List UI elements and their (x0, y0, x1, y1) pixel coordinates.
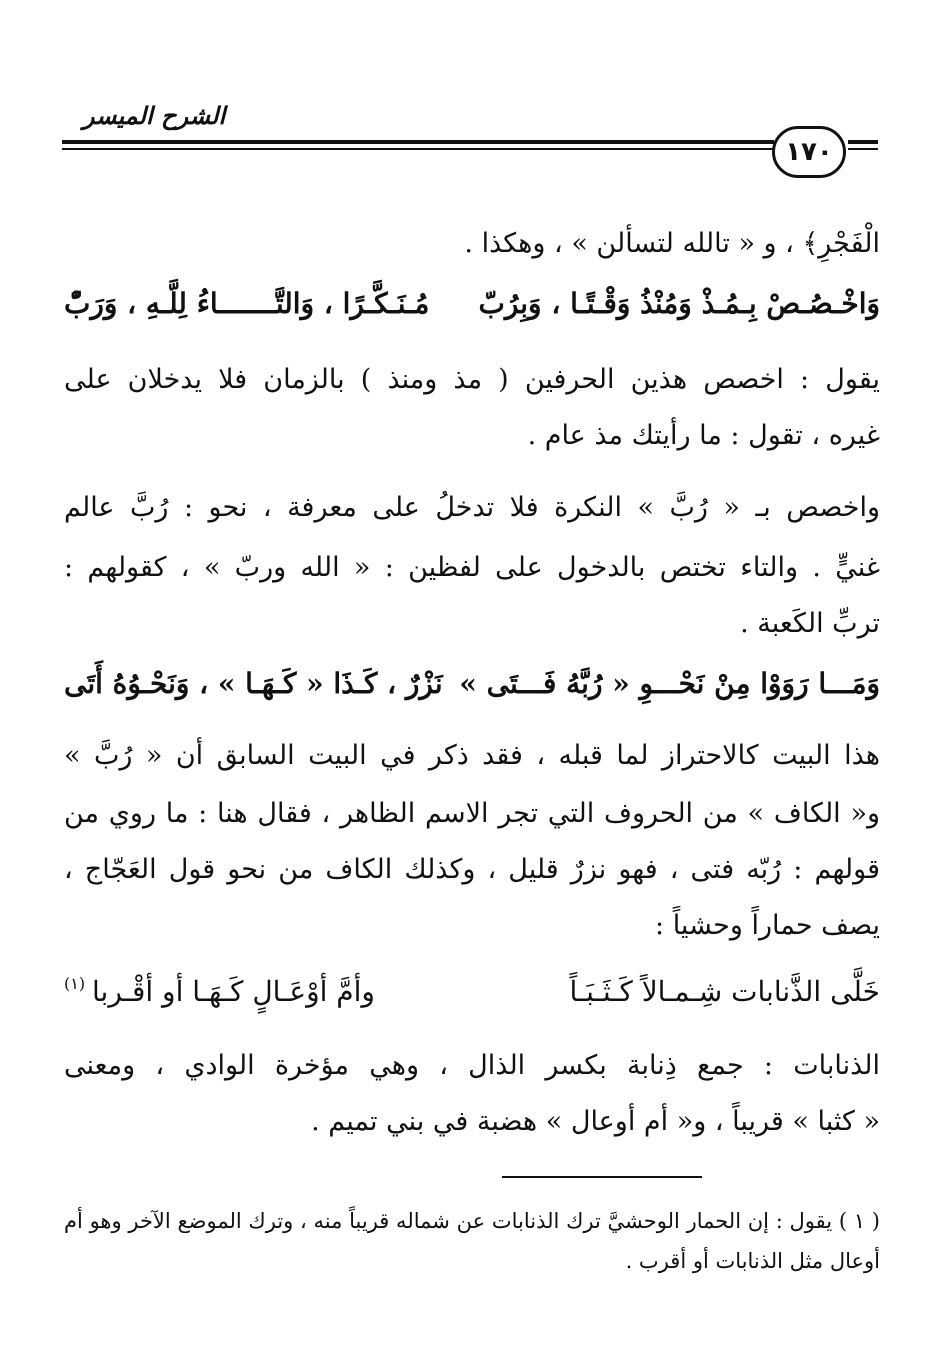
text-line: قولهم : رُبّه فتى ، فهو نزرٌ قليل ، وكذلك الكاف من نحو قول العَجّاج ، (64, 854, 880, 885)
text-line: واخصص بـ « رُبَّ » النكرة فلا تدخلُ على معرفة ، نحو : رُبَّ عالم (64, 492, 880, 523)
text-line: غيره ، تقول : ما رأيتك مذ عام . (527, 420, 880, 451)
verse-line (64, 970, 880, 1014)
verse-line (64, 282, 880, 326)
footnote-separator (502, 1176, 702, 1178)
verse-hemistich-left: وأمَّ أوْعَـالٍ كَـهَـا أو أقْـربا (92, 975, 375, 1008)
footnote-line: ( ١ ) يقول : إن الحمار الوحشيَّ ترك الذنابات عن شماله قريباً منه ، وترك الموضع الآخر وهو أم (64, 1209, 880, 1233)
verse-hemistich-right: وَاخْـصُـصْ بِـمُـذْ وَمُنْذُ وَقْـتًـا ، وَبِرُبّ (478, 287, 880, 320)
header-rule-right-thick (848, 140, 878, 144)
verse-hemistich-right: خَلَّى الذَّنابات شِـمـالاً كَـثَـبَـاً (569, 975, 880, 1008)
text-line: « كثبا » قريباً ، و« أم أوعال » هضبة في بني تميم . (311, 1106, 880, 1137)
verse-hemistich-right: وَمَـــا رَوَوْا مِنْ نَحْـــوِ « رُبَّهُ فَـــتَى » (459, 667, 880, 700)
page-number: ١٧٠ (772, 126, 846, 178)
verse-hemistich-left: مُـنَـكَّـرًا ، وَالتَّـــــــاءُ لِلَّـهِ ، وَرَبّْ (64, 287, 430, 320)
text-line: الذنابات : جمع ذِنابة بكسر الذال ، وهي مؤخرة الوادي ، ومعنى (64, 1050, 880, 1081)
text-line: يقول : اخصص هذين الحرفين ( مذ ومنذ ) بالزمان فلا يدخلان على (64, 364, 880, 395)
text-line: تربِّ الكَعبة . (740, 608, 880, 639)
verse-hemistich-left: نَزْرٌ ، كَـذَا « كَـهَـا » ، وَنَحْـوُهُ أَتَى (64, 667, 443, 700)
text-line: غنيٍّ . والتاء تختص بالدخول على لفظين : « الله وربّ » ، كقولهم : (64, 552, 880, 583)
header-rule-thick (62, 140, 774, 144)
verse-line (64, 662, 880, 706)
running-title: الشرح الميسر (82, 102, 226, 130)
text-line: و« الكاف » من الحروف التي تجر الاسم الظاهر ، فقال هنا : ما روي من (64, 798, 880, 829)
footnote-reference: (١) (64, 974, 86, 993)
header-rule-right-thin (848, 148, 878, 150)
header-rule-thin (62, 148, 774, 150)
text-line: هذا البيت كالاحتراز لما قبله ، فقد ذكر في البيت السابق أن « رُبَّ » (64, 740, 880, 771)
text-line: الْفَجْرِ﴾ ، و « تالله لتسألن » ، وهكذا . (464, 228, 880, 259)
footnote-line: أوعال مثل الذنابات أو أقرب . (625, 1249, 880, 1273)
text-line: يصف حماراً وحشياً : (655, 910, 880, 941)
